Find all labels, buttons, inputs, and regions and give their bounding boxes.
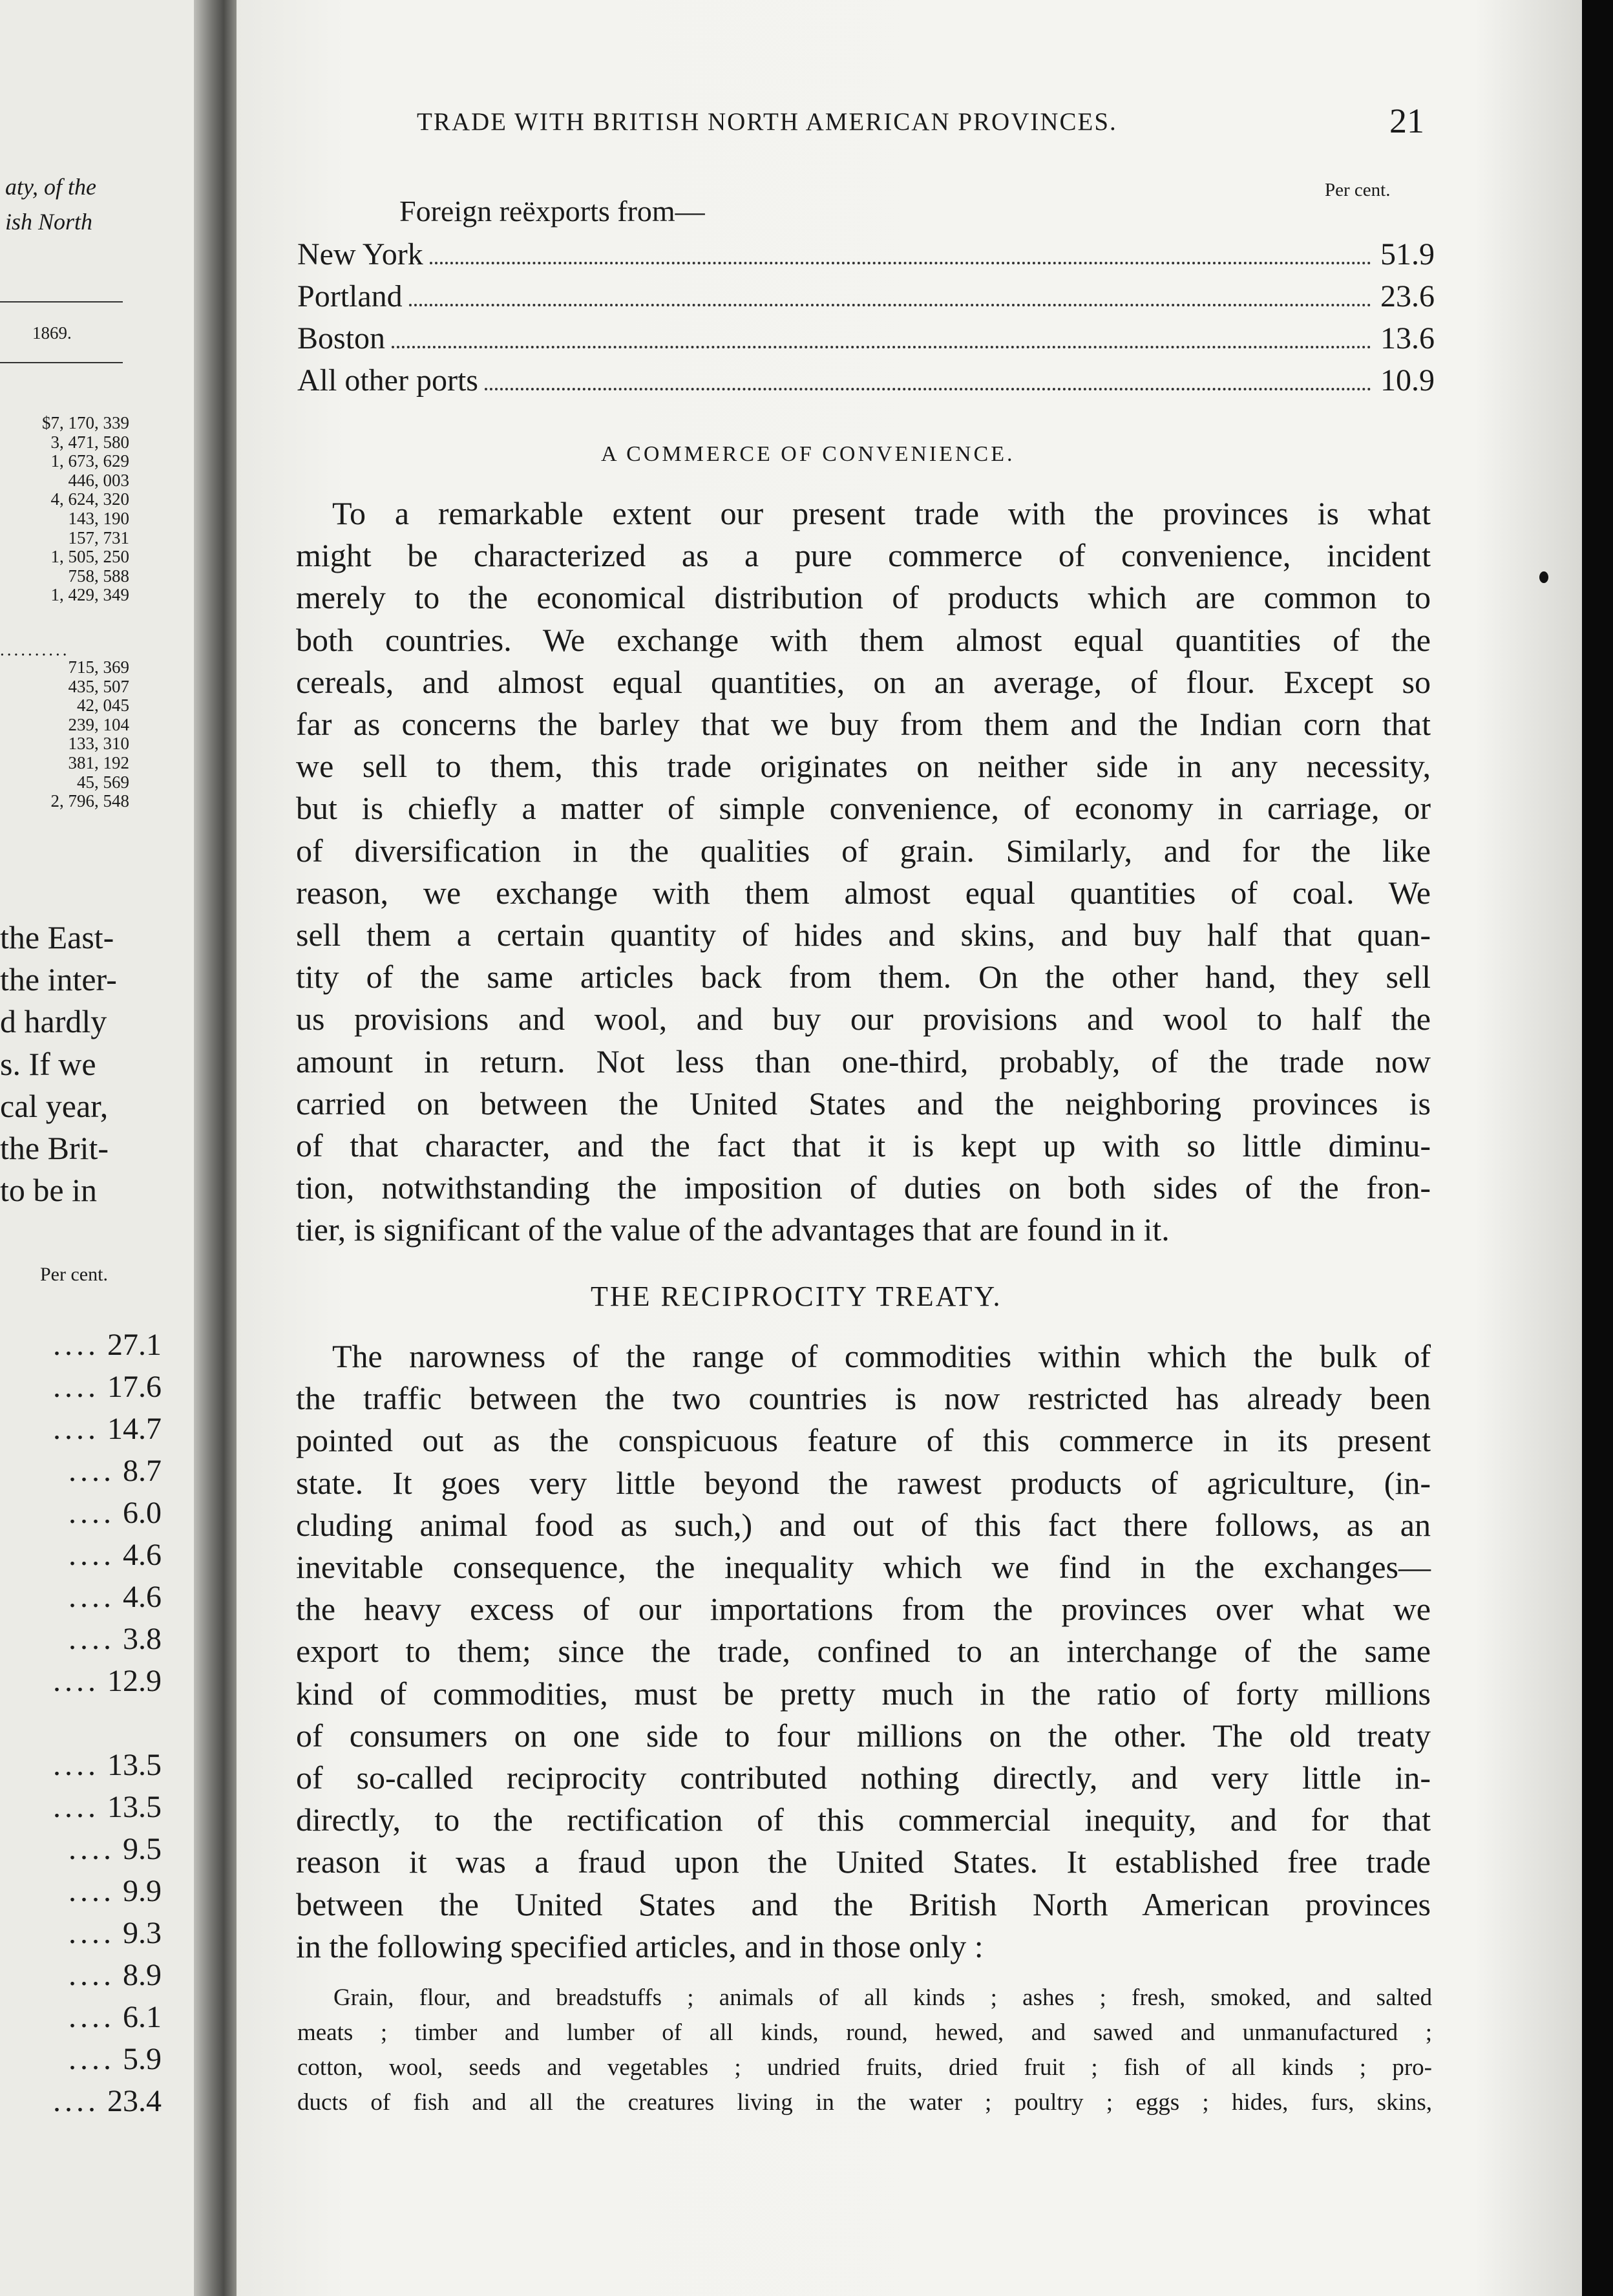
text-line: cotton, wool, seeds and vegetables ; undried fruits, dried fruit ; fish of all kinds ; pro- bbox=[297, 2054, 1432, 2081]
left-value-column bbox=[0, 1324, 162, 2122]
left-value-row: .... 6.1 bbox=[69, 2000, 162, 2034]
left-number: 42, 045 bbox=[77, 696, 129, 716]
reexport-row-new-york bbox=[297, 237, 1435, 272]
text-line: To a remarkable extent our present trade with the provinces is what bbox=[332, 495, 1431, 531]
reexport-row-other bbox=[297, 363, 1435, 398]
left-value: 3.8 bbox=[123, 1622, 162, 1656]
reexport-row-portland bbox=[297, 279, 1435, 314]
port-value: 13.6 bbox=[1380, 321, 1435, 356]
text-line: reason, we exchange with them almost equal quantities of coal. We bbox=[296, 874, 1431, 911]
quoted-article-list bbox=[297, 1981, 1432, 2120]
left-value-row: .... 27.1 bbox=[53, 1328, 162, 1362]
left-value-row: .... 8.9 bbox=[69, 1958, 162, 1992]
left-number-column-2 bbox=[51, 658, 130, 811]
left-caption-line-1: aty, of the bbox=[5, 174, 96, 200]
left-value-row: .... 13.5 bbox=[53, 1748, 162, 1782]
port-name: All other ports bbox=[297, 363, 478, 398]
section-heading-convenience: A COMMERCE OF CONVENIENCE. bbox=[601, 442, 1015, 466]
left-fragment: the inter- bbox=[0, 961, 117, 998]
reexports-subheading: Foreign reëxports from— bbox=[399, 195, 705, 228]
left-value: 17.6 bbox=[107, 1370, 162, 1404]
text-line: tier, is significant of the value of the advantages that are found in it. bbox=[296, 1211, 1170, 1248]
left-number: 133, 310 bbox=[68, 734, 129, 754]
section-heading-reciprocity-treaty: THE RECIPROCITY TREATY. bbox=[591, 1281, 1002, 1312]
port-value: 10.9 bbox=[1380, 363, 1435, 398]
left-value-row: .... 9.3 bbox=[69, 1916, 162, 1950]
left-value-row: .... 6.0 bbox=[69, 1496, 162, 1530]
text-line: meats ; timber and lumber of all kinds, round, hewed, and sawed and unmanufactured ; bbox=[297, 2019, 1432, 2046]
left-value: 13.5 bbox=[107, 1790, 162, 1824]
text-line: reason it was a fraud upon the United States. It established free trade bbox=[296, 1844, 1431, 1880]
text-line: in the following specified articles, and in those only : bbox=[296, 1928, 984, 1964]
reexports-per-cent-label: Per cent. bbox=[1325, 180, 1391, 200]
left-facing-page bbox=[0, 0, 194, 2296]
left-value: 23.4 bbox=[107, 2084, 162, 2118]
left-number: 143, 190 bbox=[68, 508, 129, 528]
text-line: ducts of fish and all the creatures living in the water ; poultry ; eggs ; hides, furs, skins, bbox=[297, 2089, 1432, 2116]
left-value: 6.0 bbox=[123, 1496, 162, 1530]
left-value-row: .... 9.9 bbox=[69, 1874, 162, 1908]
text-line: both countries. We exchange with them almost equal quantities of the bbox=[296, 621, 1431, 658]
text-line: tion, notwithstanding the imposition of duties on both sides of the fron- bbox=[296, 1169, 1431, 1206]
left-value-row: .... 8.7 bbox=[69, 1454, 162, 1488]
left-number: 758, 588 bbox=[68, 566, 129, 586]
text-line: The narowness of the range of commodities within which the bulk of bbox=[332, 1338, 1431, 1374]
text-line: amount in return. Not less than one-third, probably, of the trade now bbox=[296, 1043, 1431, 1079]
text-line: might be characterized as a pure commerce of convenience, incident bbox=[296, 537, 1431, 574]
left-value: 8.7 bbox=[123, 1454, 162, 1488]
left-caption-line-2: ish North bbox=[5, 209, 93, 235]
left-value: 9.3 bbox=[123, 1916, 162, 1950]
text-line: of consumers on one side to four millions on the other. The old treaty bbox=[296, 1717, 1431, 1754]
port-name: New York bbox=[297, 237, 423, 271]
text-line: state. It goes very little beyond the rawest products of agriculture, (in- bbox=[296, 1464, 1431, 1501]
text-line: carried on between the United States and the neighboring provinces is bbox=[296, 1085, 1431, 1121]
text-line: of diversification in the qualities of grain. Similarly, and for the like bbox=[296, 832, 1431, 869]
left-number: 3, 471, 580 bbox=[50, 432, 129, 452]
right-page-edge bbox=[1582, 0, 1613, 2296]
text-line: but is chiefly a matter of simple convenience, of economy in carriage, or bbox=[296, 790, 1431, 827]
text-line: sell them a certain quantity of hides and skins, and buy half that quan- bbox=[296, 917, 1431, 953]
left-number: 239, 104 bbox=[68, 714, 129, 734]
text-line: directly, to the rectification of this commercial inequity, and for that bbox=[296, 1802, 1431, 1838]
text-line: the heavy excess of our importations from the provinces over what we bbox=[296, 1591, 1431, 1628]
left-number: 1, 505, 250 bbox=[50, 547, 129, 567]
left-number: 1, 429, 349 bbox=[50, 585, 129, 605]
left-value-row: .... 5.9 bbox=[69, 2042, 162, 2076]
left-fragment: the Brit- bbox=[0, 1130, 109, 1167]
left-number: 1, 673, 629 bbox=[50, 451, 129, 471]
text-line: the traffic between the two countries is now restricted has already been bbox=[296, 1380, 1431, 1417]
text-line: merely to the economical distribution of products which are common to bbox=[296, 579, 1431, 616]
left-number: 435, 507 bbox=[68, 676, 129, 696]
left-number: 4, 624, 320 bbox=[50, 489, 129, 509]
left-value: 14.7 bbox=[107, 1412, 162, 1446]
running-header: TRADE WITH BRITISH NORTH AMERICAN PROVINCES. bbox=[417, 108, 1117, 136]
port-name: Portland bbox=[297, 279, 403, 314]
left-value: 8.9 bbox=[123, 1958, 162, 1992]
left-value-row: .... 12.9 bbox=[53, 1664, 162, 1698]
left-fragment: cal year, bbox=[0, 1087, 109, 1124]
left-number: 381, 192 bbox=[68, 752, 129, 772]
text-line: pointed out as the conspicuous feature of this commerce in its present bbox=[296, 1422, 1431, 1459]
left-text-fragments bbox=[0, 917, 117, 1211]
left-fragment: the East- bbox=[0, 919, 114, 955]
left-value-row: .... 4.6 bbox=[69, 1580, 162, 1614]
left-value: 6.1 bbox=[123, 2000, 162, 2034]
left-value: 4.6 bbox=[123, 1538, 162, 1572]
left-dot-rule: .......... bbox=[0, 640, 70, 659]
text-line: cereals, and almost equal quantities, on an average, of flour. Except so bbox=[296, 663, 1431, 700]
left-value-row: .... 23.4 bbox=[53, 2084, 162, 2118]
text-line: export to them; since the trade, confined to an interchange of the same bbox=[296, 1633, 1431, 1670]
left-value-row: .... 17.6 bbox=[53, 1370, 162, 1404]
left-number-column-1 bbox=[42, 414, 129, 605]
text-line: inevitable consequence, the inequality which we find in the exchanges— bbox=[296, 1549, 1431, 1586]
left-year-header: 1869. bbox=[32, 323, 72, 343]
left-fragment: d hardly bbox=[0, 1003, 107, 1040]
reexport-row-boston bbox=[297, 321, 1435, 356]
left-rule-top bbox=[0, 301, 123, 303]
left-number: 2, 796, 548 bbox=[50, 791, 129, 811]
book-gutter bbox=[194, 0, 237, 2296]
left-number: 446, 003 bbox=[68, 470, 129, 490]
port-value: 51.9 bbox=[1380, 237, 1435, 271]
left-value: 27.1 bbox=[107, 1328, 162, 1362]
left-fragment: to be in bbox=[0, 1172, 97, 1209]
left-per-cent-label: Per cent. bbox=[40, 1264, 108, 1285]
left-value-row: .... 14.7 bbox=[53, 1412, 162, 1446]
left-value-row: .... 9.5 bbox=[69, 1832, 162, 1866]
port-value: 23.6 bbox=[1380, 279, 1435, 314]
left-number: 45, 569 bbox=[77, 772, 129, 792]
left-value-row: .... 3.8 bbox=[69, 1622, 162, 1656]
text-line: us provisions and wool, and buy our provisions and wool to half the bbox=[296, 1001, 1431, 1037]
text-line: of so-called reciprocity contributed nothing directly, and very little in- bbox=[296, 1759, 1431, 1796]
left-value: 13.5 bbox=[107, 1748, 162, 1782]
paragraph-commerce-of-convenience bbox=[296, 493, 1431, 1251]
text-line: Grain, flour, and breadstuffs ; animals of all kinds ; ashes ; fresh, smoked, and salted bbox=[333, 1984, 1432, 2011]
left-fragment: s. If we bbox=[0, 1045, 96, 1082]
paragraph-reciprocity-treaty bbox=[296, 1335, 1431, 1968]
left-value: 4.6 bbox=[123, 1580, 162, 1614]
left-value-row: .... 4.6 bbox=[69, 1538, 162, 1572]
left-value: 9.5 bbox=[123, 1832, 162, 1866]
text-line: kind of commodities, must be pretty much in the ratio of forty millions bbox=[296, 1675, 1431, 1712]
page-number: 21 bbox=[1389, 101, 1424, 140]
text-line: of that character, and the fact that it is kept up with so little diminu- bbox=[296, 1127, 1431, 1164]
left-number: 157, 731 bbox=[68, 527, 129, 547]
left-rule-bottom bbox=[0, 362, 123, 363]
left-value: 9.9 bbox=[123, 1874, 162, 1908]
left-value: 5.9 bbox=[123, 2042, 162, 2076]
ink-spot bbox=[1539, 571, 1548, 583]
left-value: 12.9 bbox=[107, 1664, 162, 1698]
text-line: between the United States and the British North American provinces bbox=[296, 1886, 1431, 1922]
port-name: Boston bbox=[297, 321, 386, 356]
text-line: cluding animal food as such,) and out of this fact there follows, as an bbox=[296, 1506, 1431, 1543]
text-line: we sell to them, this trade originates on neither side in any necessity, bbox=[296, 748, 1431, 785]
text-line: tity of the same articles back from them. On the other hand, they sell bbox=[296, 959, 1431, 995]
text-line: far as concerns the barley that we buy from them and the Indian corn that bbox=[296, 706, 1431, 743]
left-value-row: .... 13.5 bbox=[53, 1790, 162, 1824]
left-number: $7, 170, 339 bbox=[42, 413, 129, 432]
left-number: 715, 369 bbox=[68, 657, 129, 677]
